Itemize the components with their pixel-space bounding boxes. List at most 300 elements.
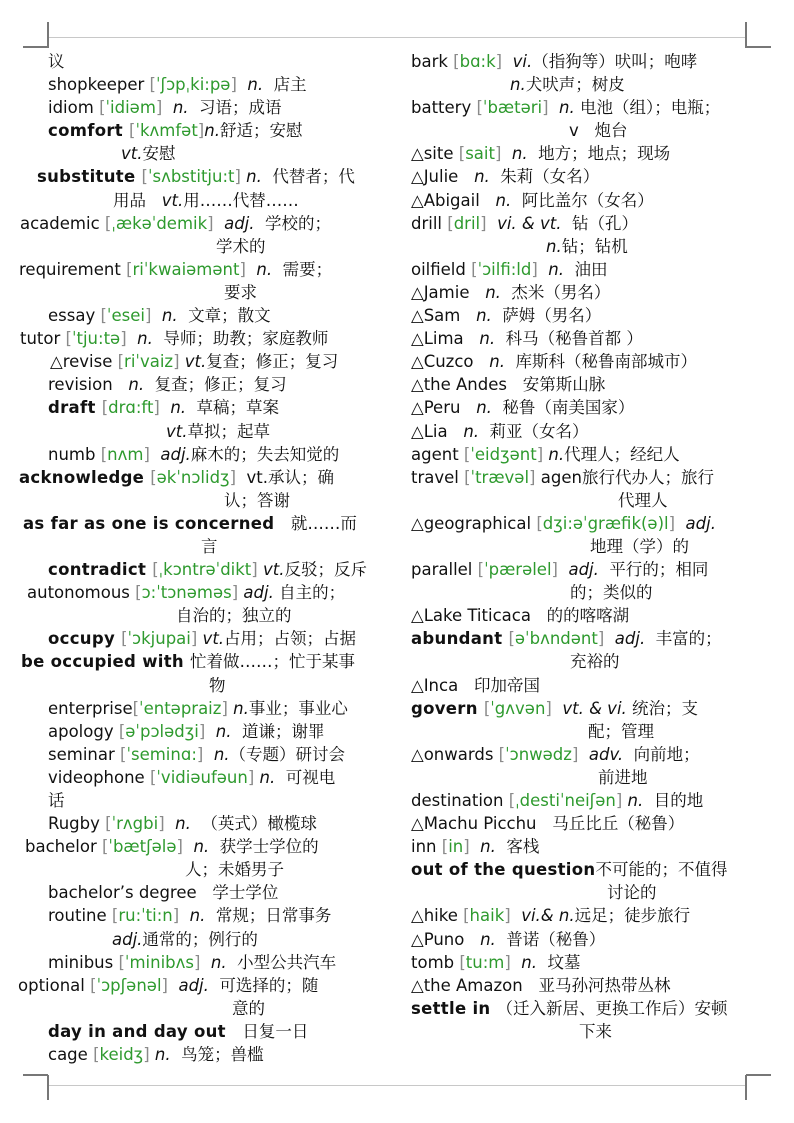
definition: 人；未婚男子: [185, 860, 284, 880]
headword-bold: occupy: [48, 629, 122, 649]
headword: bark: [411, 52, 454, 71]
part-of-speech: vi. & vt.: [486, 213, 562, 233]
headword: △hike: [411, 906, 464, 926]
definition: 向前地；: [623, 744, 700, 764]
phonetic: ˈɔnwədz: [505, 744, 572, 764]
phonetic: ˈʃɔpˌki:pə: [155, 75, 231, 95]
headword: enterprise: [48, 698, 133, 718]
crop-mark-br-v: [745, 1075, 747, 1100]
phonetic-bracket: [: [135, 583, 142, 603]
crop-mark-tr-v: [745, 22, 747, 48]
definition: 安慰: [142, 144, 176, 164]
part-of-speech: n.: [465, 398, 492, 418]
headword: agent: [411, 444, 464, 464]
phonetic-bracket: ]: [545, 698, 552, 718]
part-of-speech: adj.: [149, 444, 191, 464]
phonetic-bracket: [: [464, 467, 471, 487]
headword: △Lima: [411, 329, 469, 349]
definition: 莉亚（女名）: [479, 421, 589, 441]
phonetic-bracket: ]: [230, 75, 237, 95]
phonetic-bracket: [: [508, 791, 516, 810]
phonetic: ru:ˈti:n: [118, 906, 173, 926]
phonetic-bracket: [: [120, 744, 127, 764]
phonetic-bracket: [: [104, 213, 112, 233]
headword: autonomous: [27, 583, 136, 603]
vocab-line: [0, 466, 794, 489]
phonetic: ˈtju:tə: [71, 329, 121, 349]
part-of-speech: adj.: [557, 560, 599, 580]
part-of-speech: n.: [240, 167, 262, 187]
phonetic-bracket: [: [99, 98, 106, 118]
definition: （指狗等）吠叫；咆哮: [532, 52, 698, 71]
phonetic-bracket: ]: [207, 213, 214, 233]
part-of-speech: vt.: [257, 560, 285, 580]
definition: 统治；支: [626, 698, 699, 718]
headword-bold: comfort: [48, 121, 129, 141]
vocab-line: [0, 720, 794, 743]
phonetic: ˈbætəri: [482, 98, 543, 118]
phonetic-bracket: [: [90, 975, 97, 995]
definition: 承认；确: [268, 467, 334, 487]
definition: 学校的；: [254, 213, 332, 233]
phonetic: əˈbʌndənt: [514, 629, 598, 649]
headword: oilfield: [411, 259, 472, 279]
definition: 鸟笼；兽槛: [170, 1045, 264, 1065]
phonetic-bracket: [: [100, 444, 108, 464]
headword: minibus: [48, 952, 119, 972]
phonetic-bracket: ]: [551, 560, 558, 580]
headword: △site: [411, 144, 459, 164]
vocabulary-column-right: [0, 50, 794, 1043]
definition: 充裕的: [570, 652, 620, 672]
definition: 学士学位: [201, 883, 279, 903]
headword: △Abigail: [411, 190, 486, 210]
phonetic-bracket: [: [458, 144, 466, 164]
definition: 舒适；安慰: [219, 121, 303, 141]
phonetic: ˈvidiəufəun: [156, 767, 248, 787]
definition: 文章；散文: [177, 306, 271, 326]
phonetic: bɑ:k: [459, 52, 496, 71]
phonetic-bracket: ]: [247, 767, 255, 787]
headword: △the Amazon: [411, 975, 528, 995]
phonetic-bracket: [: [132, 698, 140, 718]
definition: 钻（孔）: [561, 213, 638, 233]
phonetic-bracket: [: [101, 398, 109, 418]
definition: 远足；徒步旅行: [574, 906, 691, 926]
definition: 阿比盖尔（女名）: [511, 190, 654, 210]
phonetic-bracket: ]: [615, 791, 623, 810]
headword: numb: [48, 444, 101, 464]
vocab-line: [0, 1043, 400, 1066]
part-of-speech: n.: [463, 167, 490, 187]
phonetic: nʌm: [107, 444, 144, 464]
phonetic-bracket: ]: [153, 398, 160, 418]
vocab-line: [0, 396, 794, 419]
part-of-speech: n.: [501, 144, 528, 164]
part-of-speech: n.: [485, 190, 512, 210]
crop-mark-br-h: [746, 1074, 771, 1076]
definition: 自治的；独立的: [176, 606, 292, 626]
definition: 代替者；代: [261, 167, 355, 187]
headword: △geographical: [411, 513, 537, 533]
phonetic: drɑ:ft: [108, 398, 154, 418]
part-of-speech: n.: [200, 952, 227, 972]
part-of-speech: n.: [465, 306, 492, 326]
phonetic-bracket: ]: [158, 814, 165, 834]
phonetic-bracket: [: [483, 698, 491, 718]
vocab-line: [0, 50, 794, 73]
phonetic-bracket: ]: [597, 629, 605, 649]
part-of-speech: n.: [510, 952, 537, 972]
definition: 电池（组）；电瓶；: [574, 98, 721, 118]
definition: 道谦；谢罪: [231, 721, 325, 741]
definition: 议: [48, 52, 65, 71]
headword: agen: [535, 467, 582, 487]
vocab-line: [0, 674, 794, 697]
crop-mark-bl-v: [47, 1075, 49, 1100]
headword: essay: [48, 306, 101, 326]
headword: drill: [411, 213, 448, 233]
definition: 用品: [113, 190, 162, 210]
headword-bold: acknowledge: [19, 467, 151, 487]
phonetic: in: [448, 837, 464, 857]
part-of-speech: vt.: [197, 629, 225, 649]
definition: 的；类似的: [570, 583, 653, 603]
part-of-speech: vi.: [502, 52, 533, 71]
phonetic-bracket: [: [111, 906, 119, 926]
phonetic-bracket: [: [65, 329, 72, 349]
phonetic: ˈminibʌs: [124, 952, 194, 972]
phonetic-bracket: [: [459, 952, 466, 972]
phonetic-bracket: ]: [144, 306, 152, 326]
phonetic-bracket: ]: [196, 744, 204, 764]
phonetic-bracket: [: [471, 259, 478, 279]
part-of-speech: n.: [236, 75, 264, 95]
vocab-line: [0, 789, 794, 812]
phonetic-bracket: ]: [229, 467, 237, 487]
part-of-speech: n.: [469, 837, 496, 857]
part-of-speech: vt.: [161, 190, 184, 210]
phonetic-bracket: ]: [155, 98, 163, 118]
definition: 下来: [579, 1021, 612, 1041]
phonetic: riˈvaiz: [124, 352, 174, 372]
definition: 获学士学位的: [209, 837, 319, 857]
part-of-speech: n.: [452, 421, 480, 441]
definition: 丰富的；: [645, 629, 722, 649]
headword-bold: as far as one is concerned: [23, 513, 281, 533]
phonetic-bracket: [: [149, 75, 156, 95]
definition: 自主的；: [273, 583, 346, 603]
part-of-speech: adj.: [213, 213, 255, 233]
definition: 言: [201, 536, 218, 556]
part-of-speech: n.: [510, 75, 526, 95]
headword: apology: [48, 721, 119, 741]
definition: 朱莉（女名）: [489, 167, 600, 187]
phonetic: ˌkɔntrəˈdikt: [158, 560, 252, 580]
phonetic-bracket: ]: [143, 444, 150, 464]
definition: 马丘比丘（秘鲁）: [541, 814, 685, 834]
definition: 炮台: [589, 121, 628, 141]
part-of-speech: n.: [162, 98, 189, 118]
definition: （专题）研讨会: [229, 744, 346, 764]
phonetic-bracket: [: [150, 467, 157, 487]
phonetic-bracket: [: [447, 213, 454, 233]
vocab-line: [0, 189, 794, 212]
vocab-line: [0, 904, 794, 927]
definition: 学术的: [216, 236, 266, 256]
phonetic-bracket: [: [441, 837, 449, 857]
definition: 代理人；经纪人: [564, 444, 680, 464]
part-of-speech: n.: [164, 814, 191, 834]
vocab-line: [0, 928, 794, 951]
phonetic: ˈbætʃələ: [108, 837, 177, 857]
phonetic: ˈentəpraiz: [139, 698, 222, 718]
phonetic-bracket: ]: [221, 698, 228, 718]
definition: 讨论的: [607, 883, 657, 903]
definition: 目的地: [643, 791, 704, 810]
definition: 代理人: [618, 490, 668, 510]
vocab-line: [0, 997, 794, 1020]
phonetic-bracket: ]: [197, 121, 205, 141]
vocab-line: [0, 604, 794, 627]
definition: 复查；修正；复习: [206, 352, 339, 372]
headword: △revise: [50, 352, 118, 372]
headword: revision: [48, 375, 118, 395]
headword: △Cuzco: [411, 352, 479, 372]
phonetic-bracket: ]: [480, 213, 487, 233]
definition: 复查；修正；复习: [144, 375, 287, 395]
phonetic: haik: [469, 906, 505, 926]
phonetic: keidʒ: [99, 1045, 144, 1065]
vocab-line: [0, 443, 794, 466]
vocab-line: [0, 119, 794, 142]
crop-mark-bl-h: [23, 1074, 48, 1076]
definition: 配；管理: [588, 721, 654, 741]
headword: parallel: [411, 560, 478, 580]
phonetic-bracket: ]: [529, 467, 536, 487]
definition: 可选择的；随: [208, 975, 319, 995]
definition: 安第斯山脉: [512, 375, 606, 395]
definition: 客栈: [495, 837, 540, 857]
definition: 地方；地点；现场: [527, 144, 671, 164]
definition: 库斯科（秘鲁南部城市）: [504, 352, 697, 372]
headword: △Inca: [411, 675, 464, 695]
crop-mark-tr-h: [746, 46, 771, 48]
headword: vt.: [236, 467, 268, 487]
definition: 物: [209, 675, 226, 695]
phonetic-bracket: [: [121, 629, 128, 649]
part-of-speech: n.: [478, 352, 505, 372]
definition: 萨姆（男名）: [491, 306, 602, 326]
part-of-speech: n.: [126, 329, 153, 349]
phonetic-bracket: ]: [120, 329, 127, 349]
phonetic-bracket: [: [93, 1045, 100, 1065]
definition: （英式）橄榄球: [190, 814, 317, 834]
definition: 钻；钻机: [561, 236, 628, 256]
part-of-speech: adj.: [167, 975, 209, 995]
vocab-line: [0, 627, 794, 650]
phonetic-bracket: [: [117, 352, 125, 372]
vocab-line: [0, 743, 794, 766]
phonetic-bracket: ]: [231, 583, 239, 603]
phonetic-bracket: [: [536, 513, 543, 533]
vocab-line: [0, 535, 794, 558]
bottom-rule: [49, 1085, 746, 1086]
definition: 占用；占领；占据: [224, 629, 357, 649]
definition: 科马（秘鲁首都 ）: [495, 329, 643, 349]
definition: 麻木的；失去知觉的: [190, 444, 340, 464]
phonetic-bracket: ]: [234, 167, 241, 187]
phonetic: ɔ:ˈtɔnəməs: [141, 583, 232, 603]
phonetic: ˈɔilfi:ld: [477, 259, 532, 279]
headword: academic: [20, 213, 105, 233]
definition: 通常的；例行的: [142, 929, 258, 949]
crop-mark-tl-h: [23, 46, 48, 48]
vocab-line: [0, 512, 794, 535]
definition: 日复一日: [231, 1021, 309, 1041]
phonetic-bracket: [: [477, 560, 485, 580]
definition: 需要；: [272, 259, 333, 279]
headword: destination: [411, 791, 509, 810]
phonetic-bracket: ]: [176, 837, 183, 857]
phonetic-bracket: ]: [190, 629, 198, 649]
phonetic-bracket: [: [101, 837, 109, 857]
part-of-speech: vt.: [166, 421, 188, 441]
part-of-speech: n.: [254, 767, 276, 787]
part-of-speech: n.: [227, 698, 249, 718]
vocab-line: [0, 373, 794, 396]
vocab-line: [0, 812, 794, 835]
headword: idiom: [48, 98, 100, 118]
phonetic: sait: [465, 144, 495, 164]
phonetic-bracket: ]: [668, 513, 676, 533]
phonetic: əkˈnɔlidʒ: [156, 467, 230, 487]
part-of-speech: n.: [204, 121, 220, 141]
phonetic-bracket: ]: [531, 259, 538, 279]
vocab-line: [0, 420, 794, 443]
part-of-speech: n.: [474, 282, 501, 302]
vocab-line: [0, 881, 794, 904]
definition: 意的: [232, 998, 265, 1018]
headword-bold: draft: [48, 398, 102, 418]
definition: 用……代替……: [183, 190, 299, 210]
vocab-line: [0, 165, 794, 188]
part-of-speech: vt.: [179, 352, 207, 372]
phonetic: ˈrʌgbi: [111, 814, 159, 834]
headword: tutor: [20, 329, 66, 349]
definition: 印加帝国: [463, 675, 540, 695]
definition: 旅行代办人；旅行: [581, 467, 714, 487]
headword: shopkeeper: [48, 75, 150, 95]
crop-mark-tl-v: [47, 22, 49, 48]
part-of-speech: n.: [546, 236, 562, 256]
part-of-speech: adj.: [604, 629, 646, 649]
phonetic-bracket: ]: [494, 144, 502, 164]
phonetic: ˈgʌvən: [490, 698, 546, 718]
phonetic: ˈtrævəl: [470, 467, 530, 487]
phonetic-bracket: [: [152, 560, 159, 580]
phonetic-bracket: ]: [542, 98, 549, 118]
headword: seminar: [48, 744, 121, 764]
headword-bold: be occupied with: [21, 652, 190, 672]
definition: 忙着做……；忙于某事: [189, 652, 355, 672]
definition: 坟墓: [537, 952, 581, 972]
phonetic-bracket: [: [105, 814, 112, 834]
part-of-speech: n.: [469, 929, 496, 949]
phonetic: əˈpɔlədʒi: [125, 721, 199, 741]
headword: v: [569, 121, 590, 141]
definition: 要求: [224, 282, 257, 302]
headword: bachelor’s degree: [48, 883, 202, 903]
vocab-line: [0, 1020, 794, 1043]
vocab-line: [0, 858, 794, 881]
phonetic-bracket: ]: [571, 744, 579, 764]
definition: 秘鲁（南美国家）: [491, 398, 635, 418]
headword: △Peru: [411, 398, 466, 418]
vocab-line: [0, 766, 794, 789]
phonetic-bracket: [: [453, 52, 460, 71]
definition: 事业；事业心: [248, 698, 348, 718]
part-of-speech: adj.: [238, 583, 274, 603]
vocab-line: [0, 350, 794, 373]
phonetic-bracket: ]: [172, 906, 180, 926]
top-rule: [49, 37, 746, 38]
part-of-speech: vt.: [121, 144, 143, 164]
part-of-speech: n.: [149, 1045, 171, 1065]
part-of-speech: vi.& n.: [510, 906, 575, 926]
vocab-line: [0, 558, 794, 581]
vocab-line: [0, 96, 794, 119]
definition: 不可能的；不值得: [595, 860, 728, 880]
vocab-line: [0, 73, 794, 96]
definition: 平行的；相同: [598, 560, 709, 580]
vocab-line: [0, 951, 794, 974]
vocab-line: [0, 327, 794, 350]
phonetic-bracket: [: [129, 121, 136, 141]
part-of-speech: n.: [543, 444, 565, 464]
phonetic: tu:m: [465, 952, 505, 972]
vocab-line: [0, 235, 794, 258]
vocab-line: [0, 142, 794, 165]
headword: battery: [411, 98, 477, 118]
phonetic: ˌækəˈdemik: [111, 213, 208, 233]
headword-bold: day in and day out: [48, 1021, 232, 1041]
phonetic-bracket: [: [100, 306, 107, 326]
headword: routine: [48, 906, 112, 926]
phonetic-bracket: [: [126, 259, 133, 279]
phonetic-bracket: ]: [161, 975, 168, 995]
phonetic-bracket: ]: [504, 952, 511, 972]
definition: 亚马孙河热带丛林: [527, 975, 671, 995]
definition: 导师；助教；家庭教师: [152, 329, 329, 349]
phonetic-bracket: ]: [536, 444, 544, 464]
definition: 杰米（男名）: [500, 282, 611, 302]
phonetic-bracket: ]: [194, 952, 201, 972]
part-of-speech: n.: [468, 329, 496, 349]
phonetic-bracket: [: [118, 952, 125, 972]
part-of-speech: vt. & vi.: [551, 698, 627, 718]
headword: requirement: [19, 259, 127, 279]
phonetic-bracket: [: [508, 629, 515, 649]
phonetic-bracket: ]: [143, 1045, 150, 1065]
definition: 普诺（秘鲁）: [495, 929, 606, 949]
headword: △Lake Titicaca: [411, 606, 537, 626]
definition: 犬吠声；树皮: [525, 75, 625, 95]
part-of-speech: n.: [203, 744, 230, 764]
definition: 常规；日常事务: [205, 906, 332, 926]
definition: 店主: [263, 75, 307, 95]
phonetic-bracket: [: [149, 767, 157, 787]
